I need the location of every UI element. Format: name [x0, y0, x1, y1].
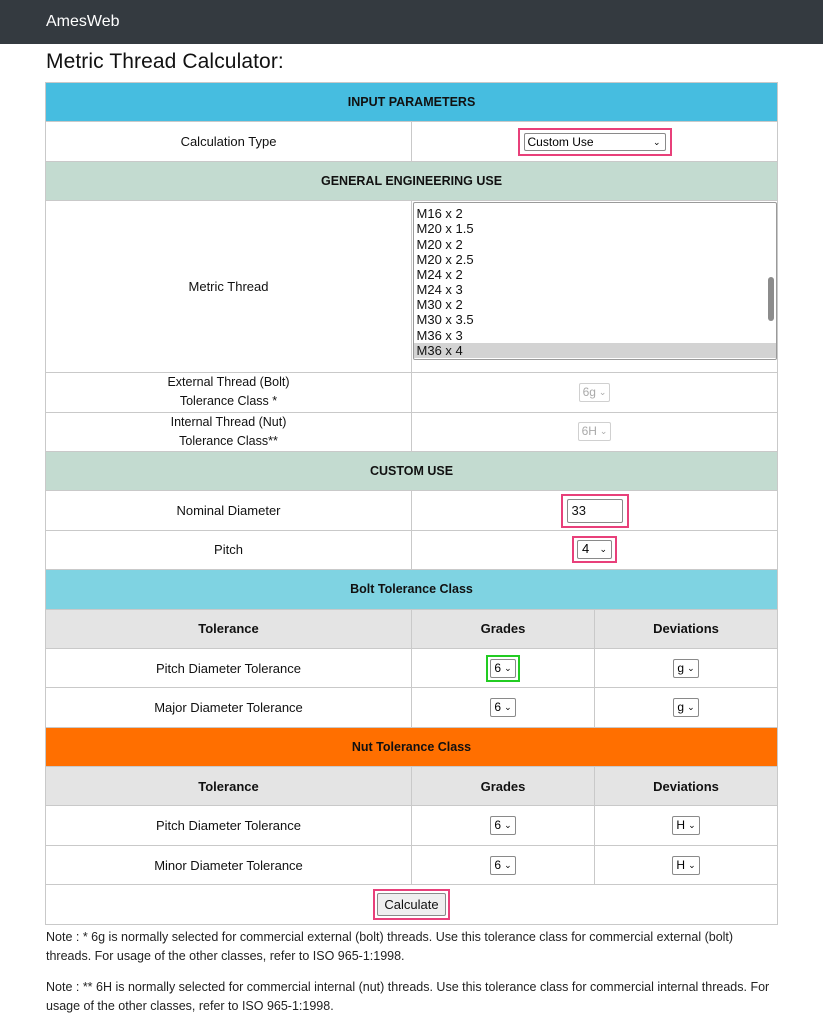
- chevron-down-icon: ⌄: [687, 662, 695, 673]
- list-item-selected[interactable]: M36 x 4: [414, 343, 776, 358]
- pitch-select[interactable]: [577, 540, 612, 559]
- chevron-down-icon: ⌄: [504, 701, 512, 712]
- chevron-down-icon: ⌄: [598, 386, 607, 397]
- internal-label-line1: Internal Thread (Nut): [170, 414, 287, 429]
- list-item[interactable]: M24 x 2: [416, 266, 463, 282]
- pitch-value: 4: [582, 541, 590, 557]
- nut-minor-deviation-cell: [595, 845, 778, 884]
- list-item[interactable]: M30 x 3.5: [416, 312, 474, 328]
- brand-link[interactable]: AmesWeb: [46, 13, 120, 30]
- calculate-button[interactable]: Calculate: [377, 893, 445, 916]
- bolt-major-deviation-select[interactable]: [673, 698, 698, 717]
- bolt-pitch-grade-cell: [412, 648, 595, 687]
- bolt-major-grade-cell: [412, 688, 595, 727]
- nut-minor-diameter-label: Minor Diameter Tolerance: [46, 845, 412, 884]
- bolt-pitch-deviation-cell: [595, 648, 778, 687]
- chevron-down-icon: ⌄: [504, 859, 512, 870]
- pitch-highlight: [572, 536, 617, 563]
- nut-pitch-grade-cell: [412, 806, 595, 845]
- calculator-table: [45, 82, 778, 925]
- bolt-tolerance-header: Bolt Tolerance Class: [46, 570, 778, 609]
- bolt-pitch-grade-focus: [486, 655, 519, 682]
- top-navbar: [0, 0, 823, 44]
- nominal-diameter-label: Nominal Diameter: [46, 491, 412, 530]
- calculation-type-value: Custom Use: [527, 134, 594, 149]
- chevron-down-icon: ⌄: [687, 701, 695, 712]
- nut-minor-grade-value: 6: [494, 857, 502, 872]
- list-item[interactable]: M36 x 3: [416, 327, 463, 343]
- bolt-col-tolerance: Tolerance: [46, 609, 412, 648]
- page-title: Metric Thread Calculator:: [46, 50, 284, 73]
- bolt-pitch-diameter-label: Pitch Diameter Tolerance: [46, 648, 412, 687]
- custom-use-header: CUSTOM USE: [46, 451, 778, 490]
- nominal-diameter-cell: [412, 491, 778, 530]
- bolt-major-grade-select[interactable]: [490, 698, 515, 717]
- general-engineering-header: GENERAL ENGINEERING USE: [46, 161, 778, 200]
- bolt-pitch-grade-value: 6: [494, 660, 502, 675]
- calculate-cell: [46, 885, 778, 924]
- nut-minor-grade-cell: [412, 845, 595, 884]
- list-item[interactable]: M20 x 2.5: [416, 251, 474, 267]
- bolt-col-grades: Grades: [412, 609, 595, 648]
- nut-pitch-deviation-cell: [595, 806, 778, 845]
- external-tolerance-label: [46, 373, 412, 412]
- external-tolerance-select[interactable]: [579, 383, 611, 402]
- internal-tolerance-cell: [412, 412, 778, 451]
- nut-minor-deviation-value: H: [676, 857, 686, 872]
- metric-thread-label: Metric Thread: [46, 201, 412, 373]
- metric-thread-listbox[interactable]: [413, 202, 777, 360]
- internal-tolerance-value: 6H: [581, 424, 597, 439]
- notes-section: [46, 928, 781, 1028]
- list-item[interactable]: M20 x 1.5: [416, 221, 474, 237]
- nominal-diameter-input[interactable]: 33: [567, 499, 623, 523]
- nut-minor-grade-select[interactable]: [490, 856, 515, 875]
- chevron-down-icon: ⌄: [504, 662, 512, 673]
- external-label-line2: Tolerance Class *: [179, 394, 278, 409]
- chevron-down-icon: ⌄: [688, 820, 696, 831]
- nut-col-grades: Grades: [412, 767, 595, 806]
- note-nut: Note : ** 6H is normally selected for commercial internal (nut) threads. Use this tolerance class for commercial internal threads. For usage of the other classes, refer to ISO 965-1:1998.: [46, 980, 770, 1013]
- chevron-down-icon: ⌄: [688, 859, 696, 870]
- chevron-down-icon: ⌄: [652, 136, 661, 147]
- internal-tolerance-select[interactable]: [578, 422, 612, 441]
- chevron-down-icon: ⌄: [599, 544, 608, 555]
- list-item[interactable]: M30 x 2: [416, 297, 463, 313]
- chevron-down-icon: ⌄: [504, 820, 512, 831]
- nominal-diameter-highlight: [561, 494, 629, 528]
- calculation-type-label: Calculation Type: [46, 122, 412, 161]
- calculation-type-select[interactable]: [524, 133, 666, 151]
- internal-label-line2: Tolerance Class**: [179, 433, 278, 448]
- nut-col-tolerance: Tolerance: [46, 767, 412, 806]
- bolt-pitch-grade-select[interactable]: [490, 659, 515, 678]
- metric-thread-cell: [412, 201, 778, 373]
- nut-pitch-deviation-value: H: [676, 818, 686, 833]
- calculate-highlight: [373, 889, 449, 920]
- note-bolt: Note : * 6g is normally selected for commercial external (bolt) threads. Use this tolerance class for commercial external (bolt) threads. For usage of the other classes, refer to ISO 965-1:1998.: [46, 930, 734, 963]
- list-item[interactable]: M16 x 2: [416, 206, 463, 222]
- nut-minor-deviation-select[interactable]: [672, 856, 699, 875]
- nut-col-deviations: Deviations: [595, 767, 778, 806]
- calculation-type-cell: [412, 122, 778, 161]
- nut-tolerance-header: Nut Tolerance Class: [46, 727, 778, 766]
- external-label-line1: External Thread (Bolt): [167, 375, 290, 390]
- bolt-major-deviation-cell: [595, 688, 778, 727]
- bolt-major-diameter-label: Major Diameter Tolerance: [46, 688, 412, 727]
- pitch-cell: [412, 530, 778, 569]
- nut-pitch-diameter-label: Pitch Diameter Tolerance: [46, 806, 412, 845]
- bolt-col-deviations: Deviations: [595, 609, 778, 648]
- external-tolerance-cell: [412, 373, 778, 412]
- bolt-pitch-deviation-select[interactable]: [673, 659, 698, 678]
- input-parameters-header: INPUT PARAMETERS: [46, 83, 778, 122]
- pitch-label: Pitch: [46, 530, 412, 569]
- bolt-pitch-deviation-value: g: [677, 660, 685, 675]
- chevron-down-icon: ⌄: [599, 426, 608, 437]
- bolt-major-deviation-value: g: [677, 699, 685, 714]
- list-item[interactable]: M24 x 3: [416, 282, 463, 298]
- external-tolerance-value: 6g: [582, 384, 596, 399]
- listbox-scrollbar[interactable]: [768, 277, 774, 321]
- calculation-type-highlight: [518, 128, 672, 156]
- nut-pitch-grade-select[interactable]: [490, 816, 515, 835]
- nut-pitch-deviation-select[interactable]: [672, 816, 699, 835]
- internal-tolerance-label: [46, 412, 412, 451]
- bolt-major-grade-value: 6: [494, 699, 502, 714]
- nut-pitch-grade-value: 6: [494, 818, 502, 833]
- list-item[interactable]: M20 x 2: [416, 236, 463, 252]
